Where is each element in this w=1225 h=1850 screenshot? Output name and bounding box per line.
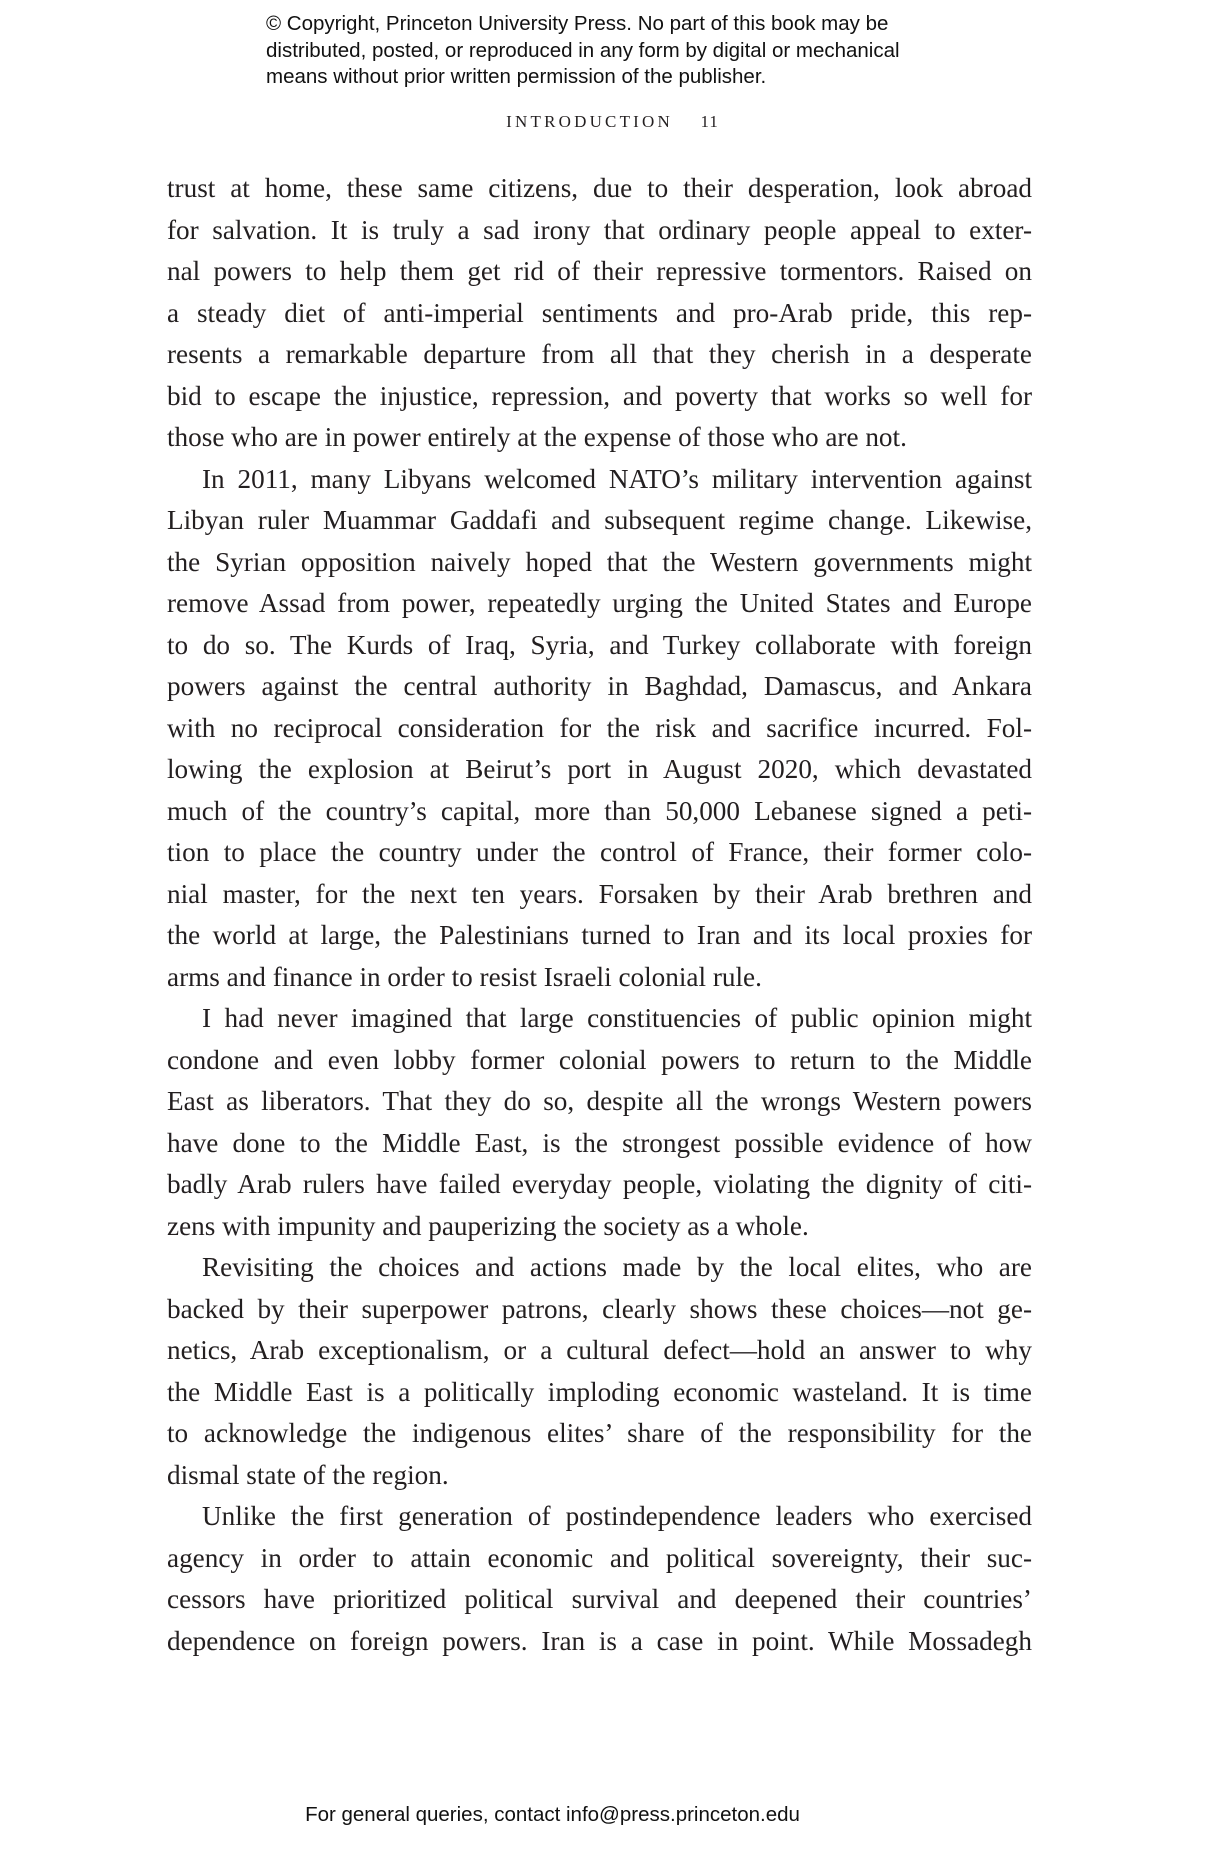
text-line: nial master, for the next ten years. Forsaken by their Arab brethren and <box>167 878 1032 909</box>
text-line: to do so. The Kurds of Iraq, Syria, and Turkey collaborate with foreign <box>167 629 1032 660</box>
text-line: Unlike the first generation of postindependence leaders who exercised <box>202 1501 1032 1531</box>
text-line: remove Assad from power, repeatedly urging the United States and Europe <box>167 588 1032 618</box>
text-line: East as liberators. That they do so, despite all the wrongs Western powers <box>167 1086 1032 1116</box>
body-text <box>167 168 1032 1662</box>
text-line: zens with impunity and pauperizing the society as a whole. <box>167 1210 809 1241</box>
copyright-line: means without prior written permission of the publisher. <box>266 65 767 88</box>
text-line: have done to the Middle East, is the strongest possible evidence of how <box>167 1127 1032 1158</box>
text-line: a steady diet of anti-imperial sentiments and pro-Arab pride, this rep- <box>167 297 1032 328</box>
text-line: dependence on foreign powers. Iran is a case in point. While Mossadegh <box>167 1625 1032 1656</box>
copyright-line: distributed, posted, or reproduced in any form by digital or mechanical <box>266 38 900 62</box>
text-line: agency in order to attain economic and political sovereignty, their suc- <box>167 1542 1032 1573</box>
text-line: for salvation. It is truly a sad irony that ordinary people appeal to exter- <box>167 214 1032 245</box>
text-line: Libyan ruler Muammar Gaddafi and subsequent regime change. Likewise, <box>167 505 1032 535</box>
text-line: the Syrian opposition naively hoped that the Western governments might <box>167 546 1032 577</box>
chapter-title: INTRODUCTION <box>506 112 673 131</box>
paragraph <box>167 459 1032 999</box>
copyright-line: © Copyright, Princeton University Press. No part of this book may be <box>266 12 889 35</box>
text-line: trust at home, these same citizens, due to their desperation, look abroad <box>167 173 1032 203</box>
text-line: tion to place the country under the control of France, their former colo- <box>167 837 1032 867</box>
text-line: netics, Arab exceptionalism, or a cultural defect—hold an answer to why <box>167 1335 1032 1365</box>
text-line: dismal state of the region. <box>167 1459 449 1490</box>
text-line: much of the country’s capital, more than 50,000 Lebanese signed a peti- <box>167 795 1032 826</box>
text-line: nal powers to help them get rid of their repressive tormentors. Raised on <box>167 256 1032 286</box>
running-head <box>0 112 1225 132</box>
text-line: with no reciprocal consideration for the risk and sacrifice incurred. Fol- <box>167 712 1032 743</box>
paragraph <box>167 1496 1032 1662</box>
text-line: powers against the central authority in Baghdad, Damascus, and Ankara <box>167 671 1032 701</box>
text-line: lowing the explosion at Beirut’s port in August 2020, which devastated <box>167 754 1032 784</box>
text-line: I had never imagined that large constituencies of public opinion might <box>202 1003 1032 1033</box>
text-line: arms and finance in order to resist Israeli colonial rule. <box>167 961 762 992</box>
copyright-notice <box>266 11 986 91</box>
paragraph <box>167 168 1032 459</box>
footer-contact: For general queries, contact info@press.princeton.edu <box>305 1803 800 1826</box>
text-line: bid to escape the injustice, repression, and poverty that works so well for <box>167 380 1032 411</box>
text-line: Revisiting the choices and actions made by the local elites, who are <box>202 1252 1032 1282</box>
page-number: 11 <box>700 112 719 131</box>
text-line: In 2011, many Libyans welcomed NATO’s military intervention against <box>202 463 1032 494</box>
paragraph <box>167 998 1032 1247</box>
text-line: resents a remarkable departure from all that they cherish in a desperate <box>167 339 1032 369</box>
text-line: backed by their superpower patrons, clearly shows these choices—not ge- <box>167 1293 1032 1324</box>
text-line: the world at large, the Palestinians turned to Iran and its local proxies for <box>167 920 1032 950</box>
text-line: badly Arab rulers have failed everyday people, violating the dignity of citi- <box>167 1169 1032 1199</box>
text-line: to acknowledge the indigenous elites’ share of the responsibility for the <box>167 1418 1032 1448</box>
text-line: the Middle East is a politically imploding economic wasteland. It is time <box>167 1376 1032 1407</box>
text-line: condone and even lobby former colonial powers to return to the Middle <box>167 1044 1032 1075</box>
text-line: those who are in power entirely at the expense of those who are not. <box>167 422 907 452</box>
paragraph <box>167 1247 1032 1496</box>
text-line: cessors have prioritized political survival and deepened their countries’ <box>167 1584 1032 1614</box>
